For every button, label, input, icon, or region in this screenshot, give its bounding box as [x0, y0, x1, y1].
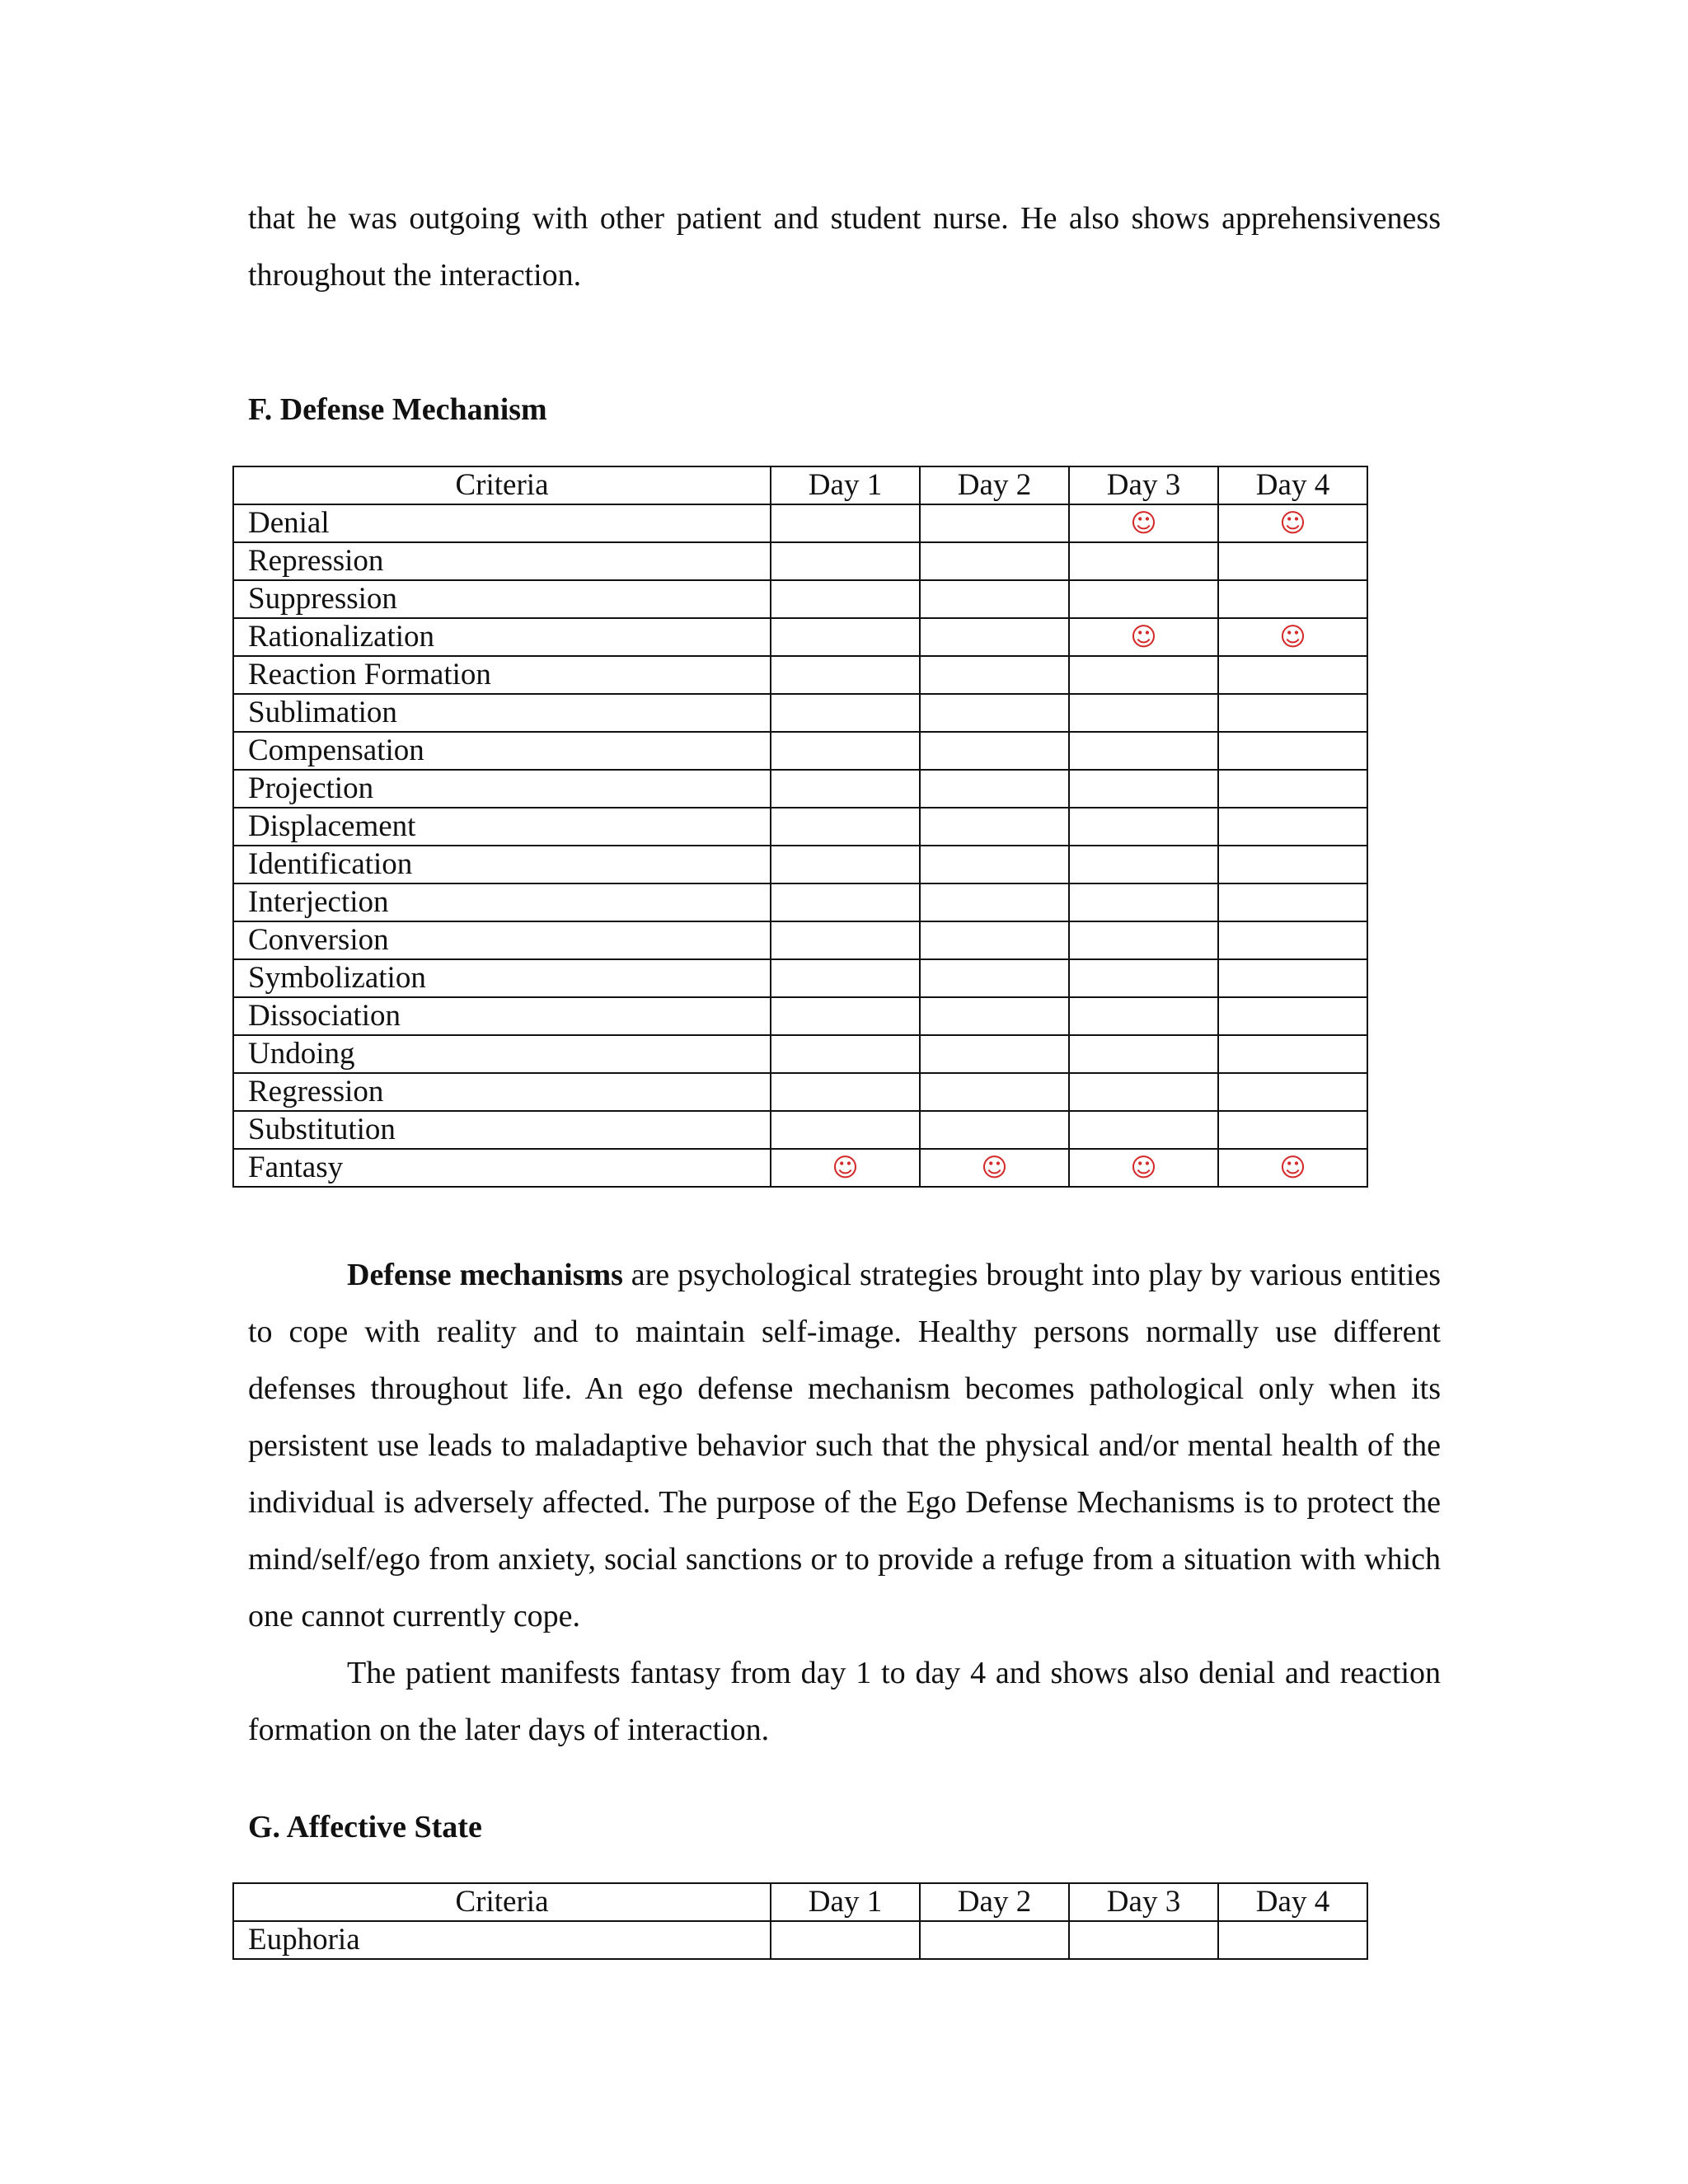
criteria-cell: Symbolization — [233, 959, 771, 997]
day-cell — [920, 997, 1069, 1035]
criteria-cell: Sublimation — [233, 694, 771, 732]
smiley-mark-icon: ☺ — [1069, 1149, 1218, 1187]
day-cell — [1218, 808, 1367, 846]
day-cell — [1069, 732, 1218, 770]
day-cell — [771, 1111, 920, 1149]
table-row — [233, 580, 1367, 618]
day-cell — [771, 694, 920, 732]
day-cell — [1069, 1073, 1218, 1111]
day-cell — [1069, 959, 1218, 997]
day-cell — [920, 770, 1069, 808]
day-cell — [1218, 883, 1367, 921]
day-cell — [771, 656, 920, 694]
patient-summary-paragraph: The patient manifests fantasy from day 1 to day 4 and shows also denial and reaction formation on the later days of interaction. — [248, 1656, 1441, 1747]
day-cell — [1069, 1111, 1218, 1149]
table-row — [233, 997, 1367, 1035]
day-cell — [920, 959, 1069, 997]
day-cell — [920, 580, 1069, 618]
day-cell — [1218, 1111, 1367, 1149]
defense-mechanisms-term: Defense mechanisms — [347, 1258, 623, 1292]
smiley-mark-icon: ☺ — [771, 1149, 920, 1187]
defense-mechanism-table — [232, 466, 1368, 1188]
table-row — [233, 1035, 1367, 1073]
criteria-cell: Reaction Formation — [233, 656, 771, 694]
table-header-row — [233, 466, 1367, 504]
table-header-row — [233, 1883, 1367, 1921]
criteria-cell: Rationalization — [233, 618, 771, 656]
defense-mechanisms-paragraph — [248, 1247, 1441, 1645]
table-row — [233, 921, 1367, 959]
criteria-cell: Regression — [233, 1073, 771, 1111]
table-row — [233, 846, 1367, 883]
day-cell — [920, 883, 1069, 921]
criteria-cell: Substitution — [233, 1111, 771, 1149]
day-cell — [771, 921, 920, 959]
day-cell — [1069, 1035, 1218, 1073]
smiley-mark-icon: ☺ — [1069, 618, 1218, 656]
table-row — [233, 656, 1367, 694]
criteria-cell: Fantasy — [233, 1149, 771, 1187]
day-cell — [1218, 1921, 1367, 1959]
table-row — [233, 504, 1367, 542]
day-cell — [771, 997, 920, 1035]
criteria-cell: Euphoria — [233, 1921, 771, 1959]
day-cell — [771, 1073, 920, 1111]
criteria-cell: Conversion — [233, 921, 771, 959]
day-cell — [1069, 997, 1218, 1035]
day-cell — [1069, 694, 1218, 732]
smiley-mark-icon: ☺ — [1218, 1149, 1367, 1187]
day-cell — [771, 580, 920, 618]
day-cell — [920, 732, 1069, 770]
defense-table-body — [233, 504, 1367, 1187]
day-cell — [1218, 921, 1367, 959]
day-cell — [920, 846, 1069, 883]
day-cell — [771, 1921, 920, 1959]
day-cell — [1218, 846, 1367, 883]
day-cell — [1218, 694, 1367, 732]
table-row — [233, 1073, 1367, 1111]
day-cell — [771, 542, 920, 580]
day-cell — [771, 808, 920, 846]
table-row — [233, 1111, 1367, 1149]
header-day-1: Day 1 — [771, 466, 920, 504]
day-cell — [920, 1921, 1069, 1959]
day-cell — [1069, 808, 1218, 846]
table-row — [233, 1149, 1367, 1187]
day-cell — [1218, 656, 1367, 694]
day-cell — [771, 959, 920, 997]
day-cell — [1218, 732, 1367, 770]
table-row — [233, 618, 1367, 656]
criteria-cell: Interjection — [233, 883, 771, 921]
affective-table-body — [233, 1921, 1367, 1959]
table-row — [233, 1921, 1367, 1959]
day-cell — [920, 542, 1069, 580]
day-cell — [920, 1035, 1069, 1073]
smiley-mark-icon: ☺ — [1069, 504, 1218, 542]
criteria-cell: Denial — [233, 504, 771, 542]
day-cell — [920, 1073, 1069, 1111]
criteria-cell: Projection — [233, 770, 771, 808]
day-cell — [771, 883, 920, 921]
day-cell — [1218, 997, 1367, 1035]
day-cell — [1069, 580, 1218, 618]
header-day-2: Day 2 — [920, 1883, 1069, 1921]
affective-state-table — [232, 1882, 1368, 1960]
day-cell — [920, 504, 1069, 542]
table-row — [233, 883, 1367, 921]
section-g-heading: G. Affective State — [248, 1810, 482, 1844]
day-cell — [1218, 1073, 1367, 1111]
criteria-cell: Displacement — [233, 808, 771, 846]
day-cell — [1069, 542, 1218, 580]
day-cell — [920, 618, 1069, 656]
criteria-cell: Suppression — [233, 580, 771, 618]
day-cell — [771, 1035, 920, 1073]
day-cell — [1069, 846, 1218, 883]
day-cell — [1069, 1921, 1218, 1959]
day-cell — [1069, 656, 1218, 694]
section-f-heading: F. Defense Mechanism — [248, 392, 547, 427]
table-row — [233, 732, 1367, 770]
header-criteria: Criteria — [233, 466, 771, 504]
header-day-3: Day 3 — [1069, 466, 1218, 504]
day-cell — [1069, 921, 1218, 959]
criteria-cell: Identification — [233, 846, 771, 883]
day-cell — [920, 921, 1069, 959]
day-cell — [920, 656, 1069, 694]
day-cell — [1218, 580, 1367, 618]
table-row — [233, 770, 1367, 808]
header-day-4: Day 4 — [1218, 466, 1367, 504]
header-day-2: Day 2 — [920, 466, 1069, 504]
intro-paragraph: that he was outgoing with other patient and student nurse. He also shows apprehensiveness throughout the interaction. — [248, 201, 1441, 293]
table-row — [233, 808, 1367, 846]
header-day-3: Day 3 — [1069, 1883, 1218, 1921]
header-day-1: Day 1 — [771, 1883, 920, 1921]
criteria-cell: Undoing — [233, 1035, 771, 1073]
day-cell — [1218, 959, 1367, 997]
day-cell — [1069, 883, 1218, 921]
day-cell — [1218, 770, 1367, 808]
header-day-4: Day 4 — [1218, 1883, 1367, 1921]
day-cell — [771, 504, 920, 542]
header-criteria: Criteria — [233, 1883, 771, 1921]
table-row — [233, 959, 1367, 997]
criteria-cell: Compensation — [233, 732, 771, 770]
defense-mechanisms-definition: are psychological strategies brought into play by various entities to cope with reality and to maintain self-image. Healthy persons normally use different defenses throughout life. An ego defense mechanism becomes pathological only when its persistent use leads to maladaptive behavior such that the physical and/or mental health of the individual is adversely affected. The purpose of the Ego Defense Mechanisms is to protect the mind/self/ego from anxiety, social sanctions or to provide a refuge from a situation with which one cannot currently cope. — [248, 1258, 1441, 1633]
day-cell — [1218, 1035, 1367, 1073]
day-cell — [1069, 770, 1218, 808]
smiley-mark-icon: ☺ — [1218, 618, 1367, 656]
smiley-mark-icon: ☺ — [920, 1149, 1069, 1187]
day-cell — [771, 618, 920, 656]
table-row — [233, 694, 1367, 732]
day-cell — [920, 1111, 1069, 1149]
criteria-cell: Dissociation — [233, 997, 771, 1035]
criteria-cell: Repression — [233, 542, 771, 580]
day-cell — [771, 846, 920, 883]
table-row — [233, 542, 1367, 580]
day-cell — [1218, 542, 1367, 580]
day-cell — [771, 732, 920, 770]
day-cell — [920, 694, 1069, 732]
day-cell — [920, 808, 1069, 846]
day-cell — [771, 770, 920, 808]
smiley-mark-icon: ☺ — [1218, 504, 1367, 542]
